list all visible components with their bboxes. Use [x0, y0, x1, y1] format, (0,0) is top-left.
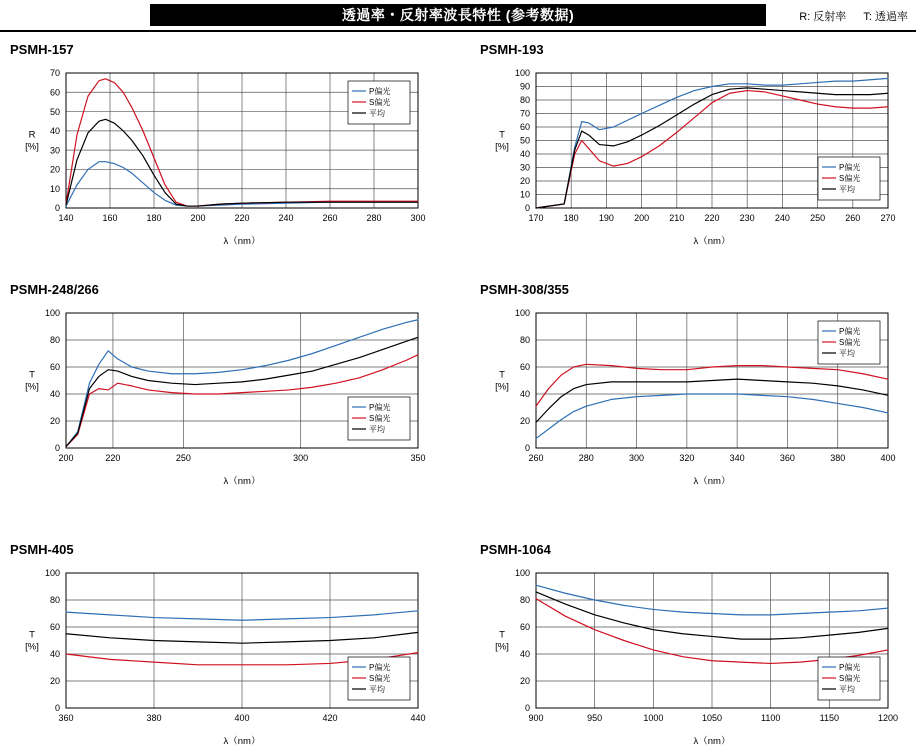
svg-text:0: 0: [524, 703, 530, 714]
chart-legend: [348, 657, 410, 700]
svg-text:380: 380: [830, 453, 846, 463]
svg-text:350: 350: [410, 453, 426, 463]
svg-text:20: 20: [519, 416, 530, 427]
svg-text:S偏光: S偏光: [839, 338, 861, 347]
svg-text:100: 100: [514, 308, 530, 319]
chart-plot: [478, 63, 898, 248]
series-line: [536, 394, 888, 439]
svg-text:80: 80: [49, 595, 60, 606]
svg-text:1000: 1000: [643, 713, 664, 723]
svg-text:λ（nm）: λ（nm）: [223, 476, 261, 487]
chart-plot: [478, 563, 898, 748]
svg-text:260: 260: [528, 453, 544, 463]
svg-text:0: 0: [524, 443, 530, 454]
svg-text:平均: 平均: [369, 425, 385, 434]
svg-text:T: T: [499, 129, 505, 141]
svg-text:20: 20: [49, 676, 60, 687]
svg-text:S偏光: S偏光: [369, 414, 391, 423]
svg-text:1050: 1050: [701, 713, 723, 723]
chart-plot: [8, 563, 428, 748]
svg-text:320: 320: [679, 453, 695, 463]
svg-text:[%]: [%]: [25, 641, 39, 653]
svg-text:T: T: [29, 369, 35, 381]
svg-text:S偏光: S偏光: [369, 674, 391, 683]
chart-plot: [8, 63, 428, 248]
svg-text:0: 0: [54, 703, 60, 714]
svg-text:P偏光: P偏光: [839, 327, 861, 336]
svg-text:200: 200: [634, 213, 650, 223]
svg-text:260: 260: [845, 213, 861, 223]
series-line: [536, 379, 888, 422]
svg-text:20: 20: [49, 164, 60, 175]
svg-text:250: 250: [810, 213, 826, 223]
svg-text:10: 10: [49, 183, 60, 194]
svg-text:60: 60: [49, 622, 60, 633]
svg-text:λ（nm）: λ（nm）: [693, 236, 731, 247]
svg-text:380: 380: [146, 713, 162, 723]
svg-text:60: 60: [519, 622, 530, 633]
svg-text:P偏光: P偏光: [369, 403, 391, 412]
svg-text:360: 360: [58, 713, 74, 723]
svg-text:160: 160: [102, 213, 118, 223]
svg-text:R: R: [28, 129, 36, 141]
svg-text:360: 360: [779, 453, 795, 463]
svg-text:300: 300: [293, 453, 309, 463]
svg-text:180: 180: [563, 213, 579, 223]
svg-text:P偏光: P偏光: [369, 87, 391, 96]
chart-plot: [478, 303, 898, 488]
chart-legend: [818, 321, 880, 364]
chart-plot: [8, 303, 428, 488]
chart-panel-psmh-1064: [478, 542, 898, 748]
svg-text:240: 240: [774, 213, 790, 223]
svg-text:270: 270: [880, 213, 896, 223]
chart-svg: [478, 563, 898, 748]
svg-text:140: 140: [58, 213, 74, 223]
svg-text:170: 170: [528, 213, 544, 223]
svg-text:P偏光: P偏光: [839, 663, 861, 672]
svg-text:λ（nm）: λ（nm）: [223, 736, 261, 747]
svg-text:50: 50: [519, 135, 530, 146]
svg-text:300: 300: [410, 213, 426, 223]
svg-text:220: 220: [704, 213, 720, 223]
svg-text:100: 100: [44, 308, 60, 319]
svg-text:λ（nm）: λ（nm）: [223, 236, 261, 247]
header-divider: [0, 30, 916, 32]
chart-svg: [8, 563, 428, 748]
svg-text:40: 40: [49, 389, 60, 400]
svg-text:70: 70: [519, 108, 530, 119]
chart-legend: [348, 397, 410, 440]
svg-text:60: 60: [519, 122, 530, 133]
svg-text:10: 10: [519, 189, 530, 200]
svg-text:60: 60: [49, 87, 60, 98]
legend-reflectance: R: 反射率: [799, 11, 847, 23]
svg-text:190: 190: [598, 213, 614, 223]
svg-text:30: 30: [519, 162, 530, 173]
svg-text:40: 40: [519, 649, 530, 660]
svg-text:200: 200: [190, 213, 206, 223]
svg-text:平均: 平均: [839, 685, 855, 694]
svg-text:200: 200: [58, 453, 74, 463]
svg-text:[%]: [%]: [495, 141, 509, 153]
page-header: [0, 0, 916, 30]
chart-svg: [478, 303, 898, 488]
chart-legend: [818, 657, 880, 700]
svg-text:[%]: [%]: [495, 381, 509, 393]
chart-svg: [478, 63, 898, 248]
chart-legend: [348, 81, 410, 124]
svg-text:240: 240: [278, 213, 294, 223]
svg-text:20: 20: [519, 676, 530, 687]
svg-text:λ（nm）: λ（nm）: [693, 736, 731, 747]
legend-transmittance: T: 透過率: [863, 11, 908, 23]
svg-text:80: 80: [519, 95, 530, 106]
svg-text:60: 60: [49, 362, 60, 373]
svg-text:180: 180: [146, 213, 162, 223]
chart-panel-psmh-193: [478, 42, 898, 248]
svg-text:1150: 1150: [819, 713, 840, 723]
chart-title: PSMH-308/355: [480, 282, 569, 297]
svg-text:平均: 平均: [839, 349, 855, 358]
svg-text:平均: 平均: [369, 109, 385, 118]
svg-text:1200: 1200: [877, 713, 898, 723]
svg-text:T: T: [499, 369, 505, 381]
svg-text:1100: 1100: [760, 713, 781, 723]
chart-legend: [818, 157, 880, 200]
svg-text:220: 220: [234, 213, 250, 223]
svg-text:70: 70: [49, 68, 60, 79]
svg-text:260: 260: [322, 213, 338, 223]
chart-panel-psmh-308-355: [478, 282, 898, 488]
svg-text:100: 100: [44, 568, 60, 579]
svg-text:400: 400: [880, 453, 896, 463]
chart-title: PSMH-193: [480, 42, 544, 57]
svg-text:60: 60: [519, 362, 530, 373]
svg-text:0: 0: [54, 203, 60, 214]
svg-text:40: 40: [519, 389, 530, 400]
chart-panel-psmh-405: [8, 542, 428, 748]
svg-text:300: 300: [629, 453, 645, 463]
svg-text:[%]: [%]: [25, 381, 39, 393]
svg-text:280: 280: [578, 453, 594, 463]
svg-text:T: T: [499, 629, 505, 641]
svg-text:平均: 平均: [369, 685, 385, 694]
svg-text:40: 40: [49, 649, 60, 660]
svg-text:S偏光: S偏光: [369, 98, 391, 107]
chart-title: PSMH-248/266: [10, 282, 99, 297]
svg-text:210: 210: [669, 213, 685, 223]
svg-text:440: 440: [410, 713, 426, 723]
svg-text:250: 250: [175, 453, 191, 463]
chart-svg: [8, 63, 428, 248]
chart-panel-psmh-157: [8, 42, 428, 248]
svg-text:950: 950: [587, 713, 603, 723]
page-title: 透過率・反射率波長特性 (参考数据): [150, 4, 766, 26]
svg-text:90: 90: [519, 81, 530, 92]
svg-text:100: 100: [514, 568, 530, 579]
svg-text:T: T: [29, 629, 35, 641]
svg-text:[%]: [%]: [25, 141, 39, 153]
chart-panel-psmh-248-266: [8, 282, 428, 488]
svg-text:80: 80: [519, 335, 530, 346]
svg-text:100: 100: [514, 68, 530, 79]
chart-svg: [8, 303, 428, 488]
chart-title: PSMH-405: [10, 542, 74, 557]
svg-text:λ（nm）: λ（nm）: [693, 476, 731, 487]
svg-text:20: 20: [49, 416, 60, 427]
svg-text:S偏光: S偏光: [839, 174, 861, 183]
svg-text:280: 280: [366, 213, 382, 223]
svg-text:900: 900: [528, 713, 544, 723]
chart-title: PSMH-1064: [480, 542, 551, 557]
svg-text:420: 420: [322, 713, 338, 723]
svg-text:P偏光: P偏光: [839, 163, 861, 172]
svg-text:20: 20: [519, 176, 530, 187]
svg-text:400: 400: [234, 713, 250, 723]
header-legend: [785, 8, 908, 24]
svg-text:230: 230: [739, 213, 755, 223]
svg-text:0: 0: [54, 443, 60, 454]
svg-text:340: 340: [729, 453, 745, 463]
svg-text:80: 80: [49, 335, 60, 346]
svg-text:40: 40: [49, 126, 60, 137]
svg-text:80: 80: [519, 595, 530, 606]
svg-text:S偏光: S偏光: [839, 674, 861, 683]
svg-text:220: 220: [105, 453, 121, 463]
svg-text:30: 30: [49, 145, 60, 156]
svg-text:P偏光: P偏光: [369, 663, 391, 672]
svg-text:[%]: [%]: [495, 641, 509, 653]
svg-text:平均: 平均: [839, 185, 855, 194]
svg-text:50: 50: [49, 106, 60, 117]
chart-title: PSMH-157: [10, 42, 74, 57]
svg-text:40: 40: [519, 149, 530, 160]
svg-text:0: 0: [524, 203, 530, 214]
